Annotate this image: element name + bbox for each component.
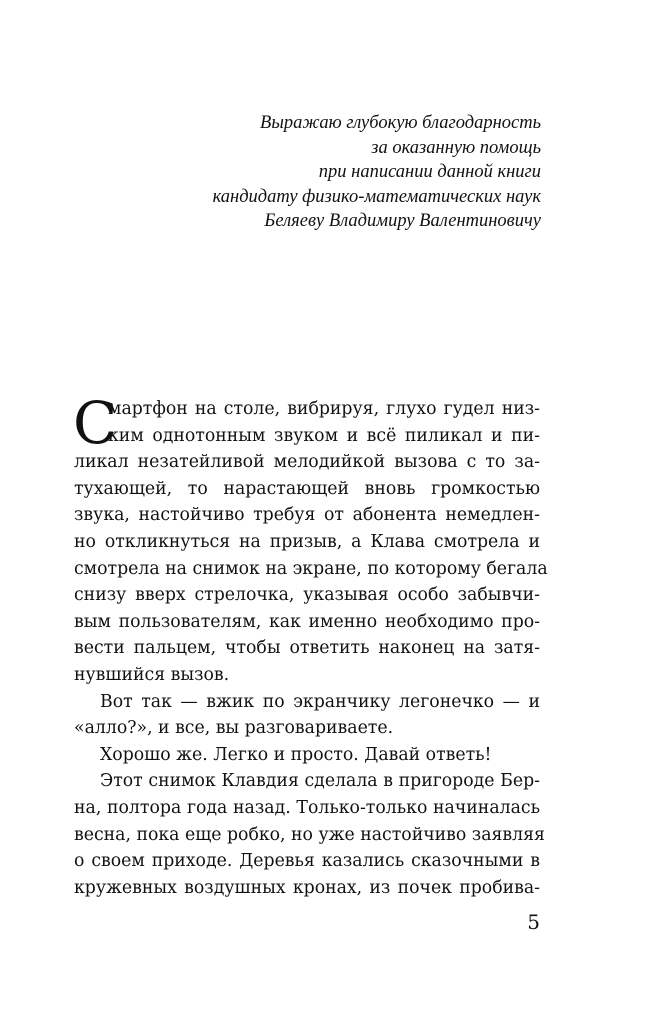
text-line: о своем приходе. Деревья казались сказочными в [74,851,540,872]
dedication-line: кандидату физико-математических наук [212,186,541,207]
text-line: смотрела на снимок на экране, по которому бегала [74,558,548,579]
text-line: весна, пока еще робко, но уже настойчиво заявляя [74,824,545,845]
text-line: тухающей, то нарастающей вновь громкостью [74,478,540,499]
text-line: вести пальцем, чтобы ответить наконец на затя- [74,638,540,659]
text-line: кружевных воздушных кронах, из почек пробива- [74,877,540,898]
text-line: Этот снимок Клавдия сделала в пригороде Бер- [100,771,540,792]
text-line: ликал незатейливой мелодийкой вызова с то за- [74,452,540,473]
text-line: но откликнуться на призыв, а Клава смотрела и [74,531,540,552]
dedication-line: Выражаю глубокую благодарность [260,113,541,133]
dedication-line: за оказанную помощь [371,137,541,158]
dedication-line: при написании данной книги [318,162,541,182]
text-line: «алло?», и все, вы разговариваете. [74,718,394,739]
text-line: вым пользователям, как именно необходимо про- [74,611,540,632]
text-line: ким однотонным звуком и всё пиликал и пи- [108,425,540,446]
text-line: нувшийся вызов. [74,664,230,685]
text-line: Вот так — вжик по экранчику легонечко — и [100,691,540,712]
drop-cap: С [73,389,118,457]
dedication [121,111,541,234]
text-line: Хорошо же. Легко и просто. Давай ответь! [100,744,492,765]
text-line: звука, настойчиво требуя от абонента немедлен- [74,505,540,526]
dedication-line: Беляеву Владимиру Валентиновичу [264,211,541,231]
text-line: снизу вверх стрелочка, указывая особо забывчи- [74,585,540,606]
page-number: 5 [527,910,540,934]
text-line: на, полтора года назад. Только-только начиналась [74,797,540,818]
chapter-text [73,389,548,901]
text-line: мартфон на столе, вибрируя, глухо гудел низ- [108,399,540,419]
